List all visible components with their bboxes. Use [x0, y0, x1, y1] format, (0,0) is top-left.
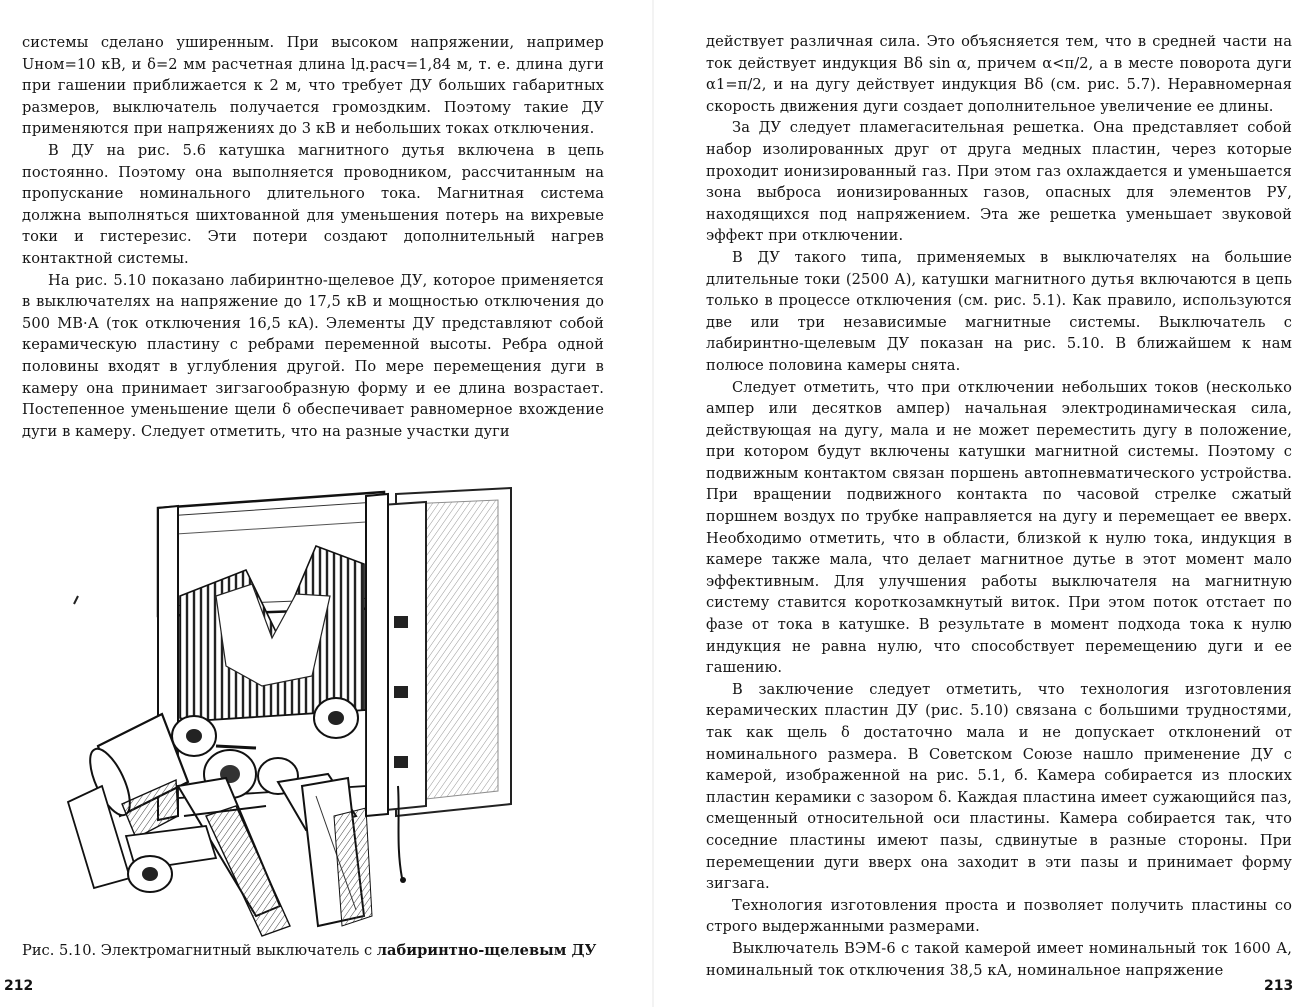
page-number-right: 213 — [1264, 978, 1294, 994]
paragraph: системы сделано уширенным. При высоком напряжении, например Uном=10 кВ, и δ=2 мм расчетная длина lд.расч=1,84 м, т. е. длина дуги при гашении приближается к 2 м, что требует ДУ больших габаритных размеров, выключатель получается громоздким. Поэтому такие ДУ применяются при напряжениях до 3 кВ и небольших токах отключения. — [22, 34, 604, 138]
right-text-column — [706, 31, 1292, 981]
caption-text: Рис. 5.10. Электромагнитный выключатель с — [22, 942, 377, 959]
paragraph: За ДУ следует пламегасительная решетка. Она представляет собой набор изолированных друг от друга медных пластин, через которые проходит ионизированный газ. При этом газ охлаждается и уменьшается зона выброса ионизированных газов, опасных для элементов РУ, находящихся под напряжением. Эта же решетка уменьшает звуковой эффект при отключении. — [706, 119, 1292, 245]
right-page — [654, 0, 1308, 1007]
figure-caption — [22, 941, 622, 961]
page-number-left: 212 — [4, 978, 34, 994]
paragraph: В ДУ такого типа, применяемых в выключателях на большие длительные токи (2500 А), катушки магнитного дутья включаются в цепь только в процессе отключения (см. рис. 5.1). Как правило, используются две или три независимые магнитные системы. Выключатель с лабиринтно-щелевым ДУ показан на рис. 5.10. В ближайшем к нам полюсе половина камеры снята. — [706, 248, 1292, 374]
paragraph: Технология изготовления проста и позволяет получить пластины со строго выдержанными размерами. — [706, 896, 1292, 936]
breaker-drawing — [66, 486, 526, 938]
paragraph: В заключение следует отметить, что технология изготовления керамических пластин ДУ (рис. 5.10) связана с большими трудностями, так как щель δ достаточно мала и не допускает отклонений от номинального размера. В Советском Союзе нашло применение ДУ с камерой, изображенной на рис. 5.1, б. Камера собирается из плоских пластин керамики с зазором δ. Каждая пластина имеет сужающийся паз, смещенный относительной оси пластины. Камера собирается так, что соседние пластины имеют пазы, сдвинутые в разные стороны. При перемещении дуги вверх она заходит в эти пазы и принимает форму зигзага. — [706, 680, 1292, 893]
caption-bold-text: лабиринтно-щелевым ДУ — [376, 942, 597, 959]
paragraph: В ДУ на рис. 5.6 катушка магнитного дутья включена в цепь постоянно. Поэтому она выполняется проводником, рассчитанным на пропускание номинального длительного тока. Магнитная система должна выполняться шихтованной для уменьшения потерь на вихревые токи и гистерезис. Эти потери создают дополнительный нагрев контактной системы. — [22, 141, 604, 267]
paragraph: Выключатель ВЭМ-6 с такой камерой имеет номинальный ток 1600 А, номинальный ток отключения 38,5 кА, номинальное напряжение — [706, 939, 1292, 979]
paragraph: Следует отметить, что при отключении небольших токов (несколько ампер или десятков ампер) начальная электродинамическая сила, действующая на дугу, мала и не может переместить дугу в положение, при котором будут включены катушки магнитной системы. Поэтому с подвижным контактом связан поршень автопневматического устройства. При вращении подвижного контакта по часовой стрелке сжатый поршнем воздух по трубке направляется на дугу и перемещает ее вверх. Необходимо отметить, что в области, близкой к нулю тока, индукция в камере также мала, что делает магнитное дутье в этот момент мало эффективным. Для улучшения работы выключателя на магнитную систему ставится короткозамкнутый виток. При этом поток отстает по фазе от тока в катушке. В результате в момент подхода тока к нулю индукция не равна нулю, что способствует перемещению дуги и ее гашению. — [706, 378, 1292, 677]
paragraph: На рис. 5.10 показано лабиринтно-щелевое ДУ, которое применяется в выключателях на напряжение до 17,5 кВ и мощностью отключения до 500 МВ·А (ток отключения 16,5 кА). Элементы ДУ представляют собой керамическую пластину с ребрами переменной высоты. Ребра одной половины входят в углубления другой. По мере перемещения дуги в камеру она принимает зигзагообразную форму и ее длина возрастает. Постепенное уменьшение щели δ обеспечивает равномерное вхождение дуги в камеру. Следует отметить, что на разные участки дуги — [22, 271, 604, 440]
paragraph: действует различная сила. Это объясняется тем, что в средней части на ток действует индукция Bδ sin α, причем α<π/2, а в месте поворота дуги α1=π/2, и на дугу действует индукция Bδ (см. рис. 5.7). Неравномерная скорость движения дуги создает дополнительное увеличение ее длины. — [706, 33, 1292, 115]
left-text-column — [22, 32, 604, 442]
figure-breaker-illustration — [66, 486, 526, 938]
